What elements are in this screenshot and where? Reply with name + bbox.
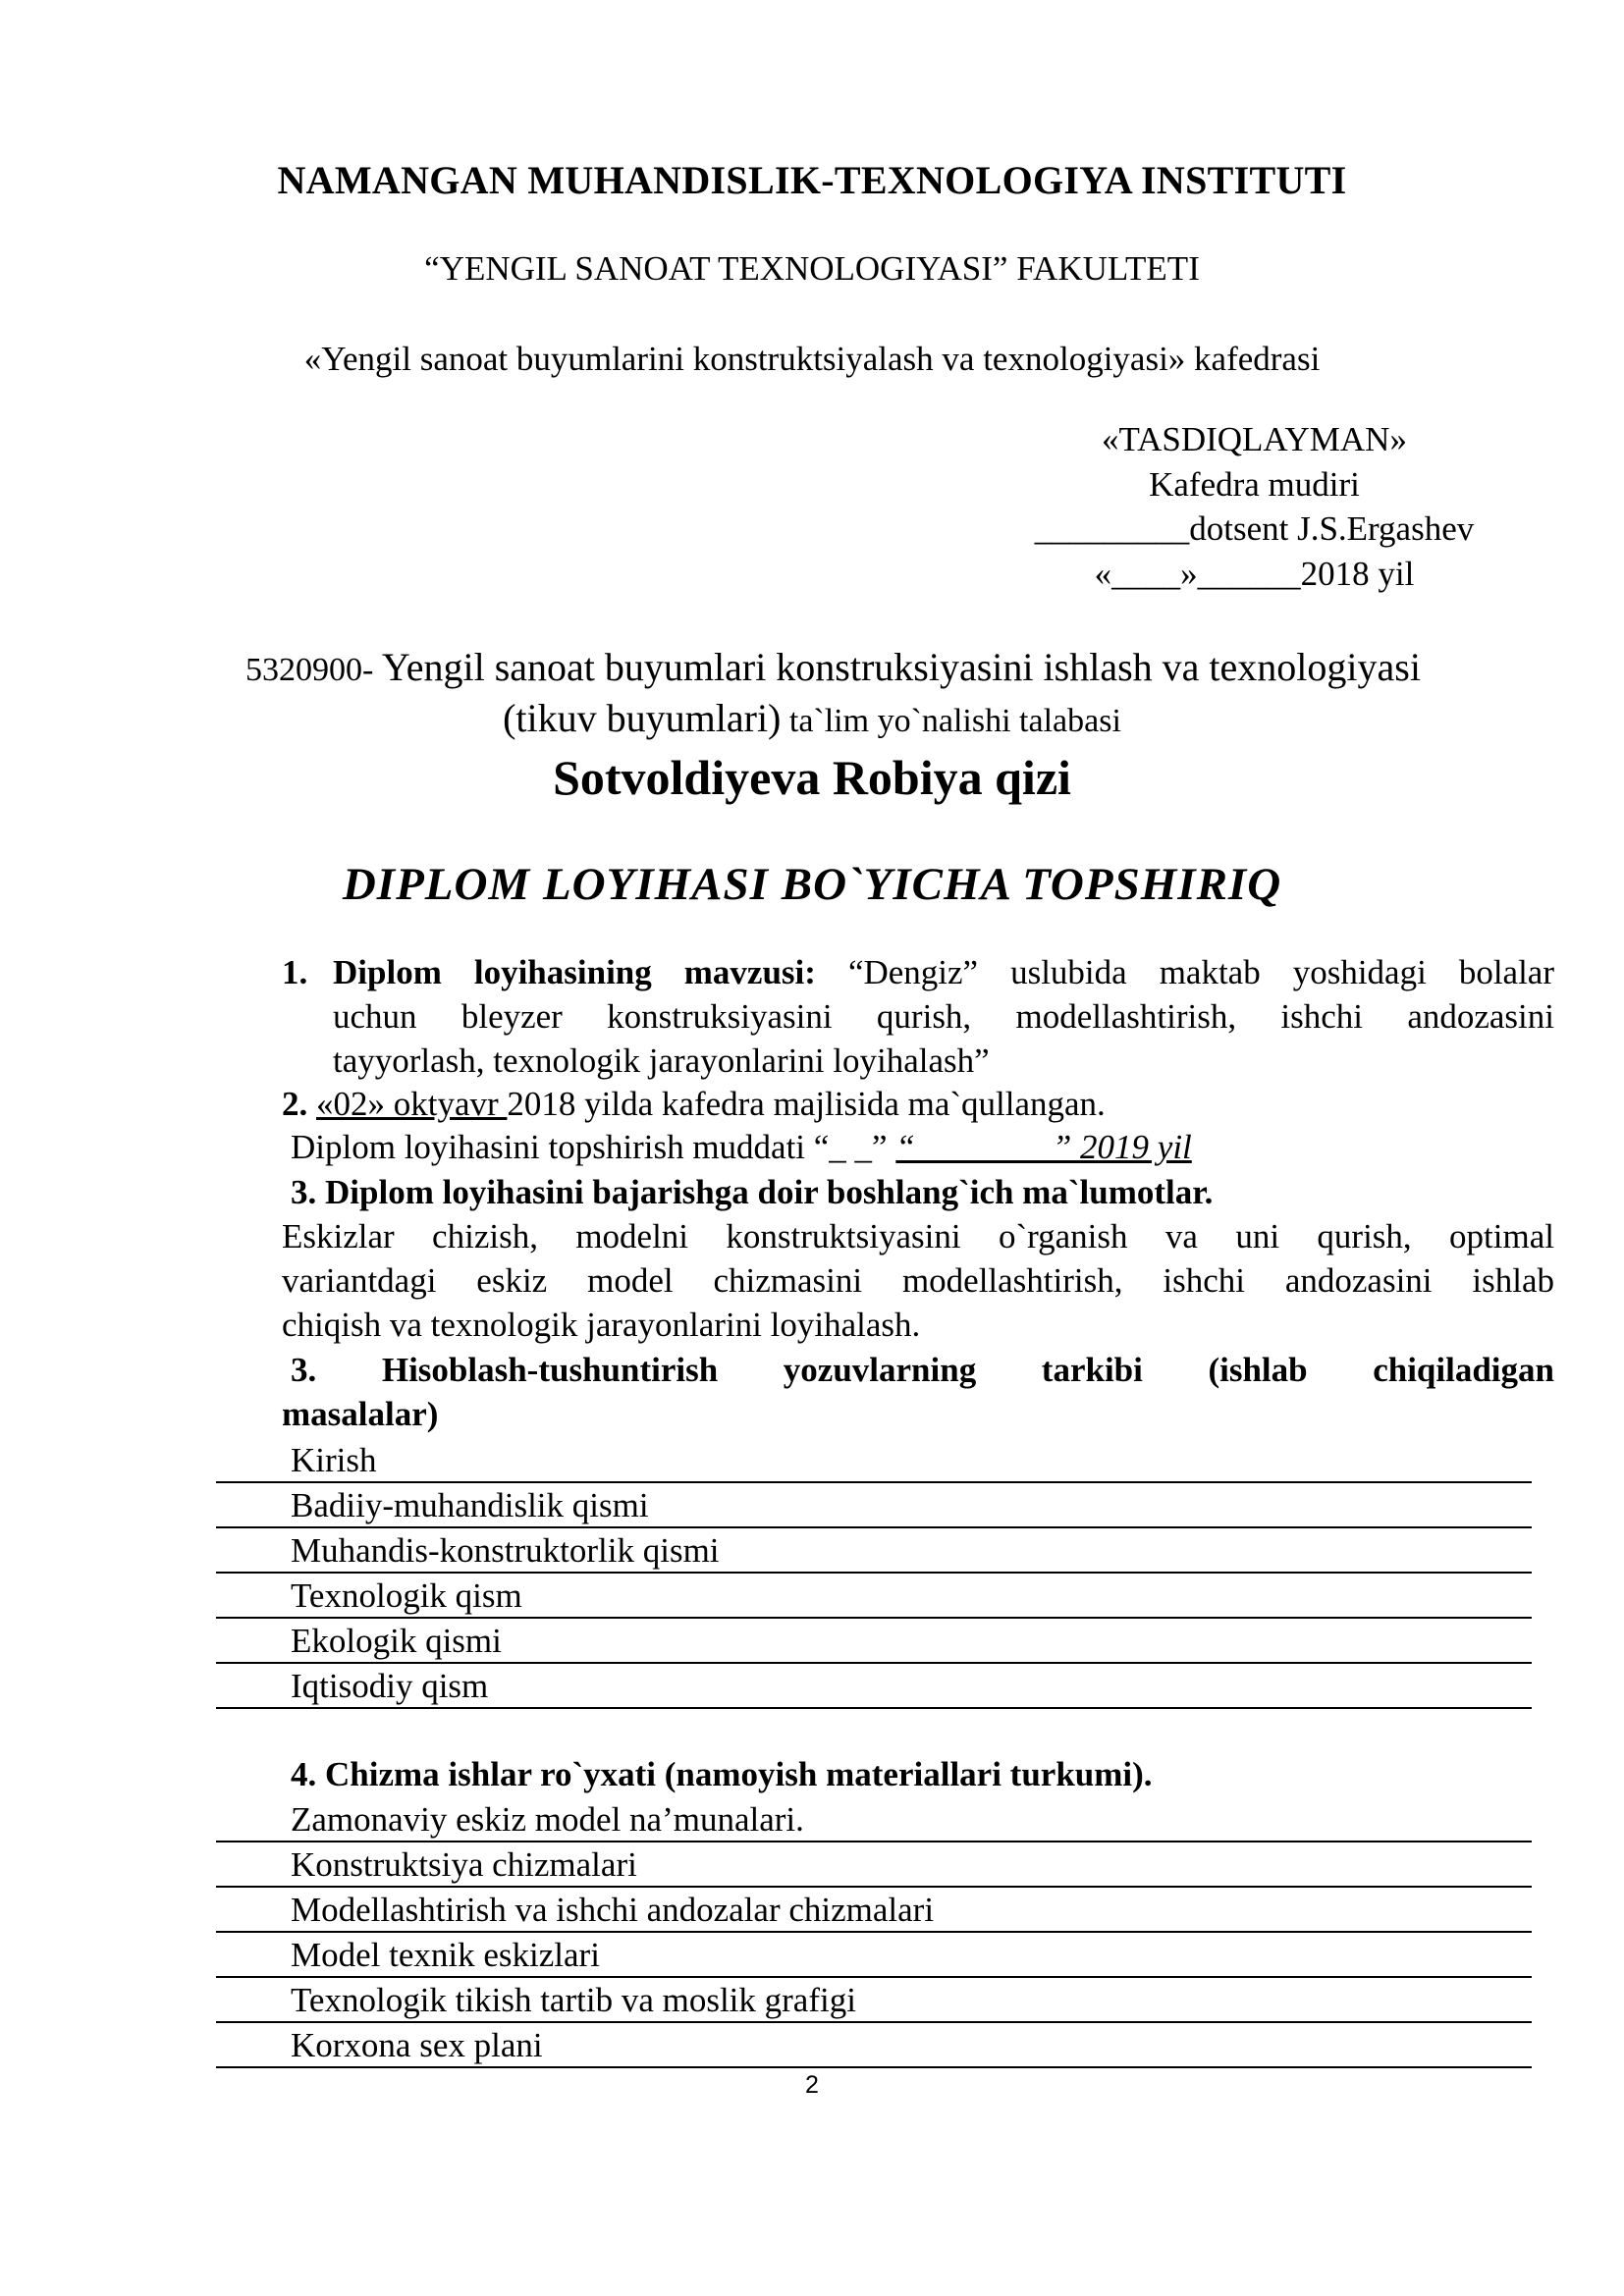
- student-name: Sotvoldiyeva Robiya qizi: [553, 750, 1071, 805]
- item-2-number: 2.: [282, 1085, 308, 1123]
- specialty-line-1: [245, 644, 1421, 690]
- item-1-line-2: uchun bleyzer konstruksiyasini qurish, modellashtirish, ishchi andozasini: [333, 997, 1554, 1036]
- specialty-student-label: ta`lim yo`nalishi talabasi: [781, 703, 1121, 739]
- item-2-text: 2018 yilda kafedra majlisida ma`qullangan.: [507, 1085, 1106, 1123]
- approval-title: «TASDIQLAYMAN»: [1102, 420, 1407, 458]
- item-3-line-2: variantdagi eskiz model chizmasini modellashtirish, ishchi andozasini ishlab: [282, 1261, 1554, 1300]
- institute-name: NAMANGAN MUHANDISLIK-TEXNOLOGIYA INSTITUTI: [277, 158, 1347, 202]
- item-1-line-3: tayyorlash, texnologik jarayonlarini loyihalash”: [333, 1041, 990, 1080]
- list-item: Texnologik tikish tartib va moslik grafigi: [216, 1978, 1532, 2023]
- list-item: Kirish: [216, 1438, 1532, 1483]
- list-item: Model texnik eskizlari: [216, 1933, 1532, 1978]
- list-item: Korxona sex plani: [216, 2023, 1532, 2068]
- deadline-text: Diplom loyihasini topshirish muddati “_ _”: [291, 1128, 896, 1166]
- list-item: Iqtisodiy qism: [216, 1664, 1532, 1709]
- specialty-line-2: [0, 695, 1624, 741]
- item-3-line-1: Eskizlar chizish, modelni konstruktsiyasini o`rganish va uni qurish, optimal: [282, 1217, 1554, 1255]
- item-3-line-3: chiqish va texnologik jarayonlarini loyihalash.: [282, 1306, 921, 1344]
- specialty-code: 5320900-: [245, 652, 374, 688]
- specialty-subtitle: (tikuv buyumlari): [503, 696, 782, 740]
- item-1-topic: [282, 950, 1554, 1083]
- department-name: «Yengil sanoat buyumlarini konstruktsiyalash va texnologiyasi» kafedrasi: [303, 340, 1321, 378]
- drawings-list: [216, 1797, 1532, 2068]
- list-item: Zamonaviy eskiz model na’munalari.: [216, 1797, 1532, 1842]
- faculty-name: “YENGIL SANOAT TEXNOLOGIYASI” FAKULTETI: [424, 249, 1200, 288]
- item-4-heading: 4. Chizma ishlar ro`yxati (namoyish materiallari turkumi).: [291, 1755, 1153, 1793]
- item-3b-heading: [282, 1348, 1554, 1436]
- item-1-line-1: [333, 950, 1554, 994]
- list-item: Muhandis-konstruktorlik qismi: [216, 1528, 1532, 1574]
- item-3-heading: 3. Diplom loyihasini bajarishga doir boshlang`ich ma`lumotlar.: [291, 1173, 1214, 1211]
- item-1-line-1-text: “Dengiz” uslubida maktab yoshidagi bolalar: [815, 953, 1554, 991]
- page-number: 2: [805, 2071, 819, 2099]
- item-3-text: [282, 1214, 1554, 1347]
- item-1-number: 1.: [282, 953, 308, 991]
- approval-date-line: «____»______2018 yil: [1094, 555, 1415, 593]
- item-2-approval-date: [282, 1082, 1106, 1126]
- list-item: Ekologik qismi: [216, 1619, 1532, 1664]
- approval-role: Kafedra mudiri: [1149, 465, 1360, 504]
- list-item: Modellashtirish va ishchi andozalar chizmalari: [216, 1888, 1532, 1933]
- deadline-line: [291, 1125, 1192, 1169]
- document-title: DIPLOM LOYIHASI BO`YICHA TOPSHIRIQ: [342, 859, 1282, 910]
- item-2-date: «02» oktyavr: [316, 1085, 508, 1123]
- specialty-title: Yengil sanoat buyumlari konstruksiyasini ishlash va texnologiyasi: [373, 645, 1421, 689]
- list-item: Badiiy-muhandislik qismi: [216, 1483, 1532, 1528]
- contents-list: [216, 1438, 1532, 1709]
- item-1-label: Diplom loyihasining mavzusi:: [333, 953, 816, 991]
- item-3b-heading-line-1: 3. Hisoblash-tushuntirish yozuvlarning tarkibi (ishlab chiqiladigan: [291, 1351, 1554, 1389]
- list-item: Konstruktsiya chizmalari: [216, 1842, 1532, 1888]
- item-3b-heading-line-2: masalalar): [282, 1395, 439, 1433]
- approval-signature-line: _________dotsent J.S.Ergashev: [1034, 509, 1475, 548]
- list-item: Texnologik qism: [216, 1574, 1532, 1619]
- deadline-date: “________” 2019 yil: [895, 1128, 1192, 1166]
